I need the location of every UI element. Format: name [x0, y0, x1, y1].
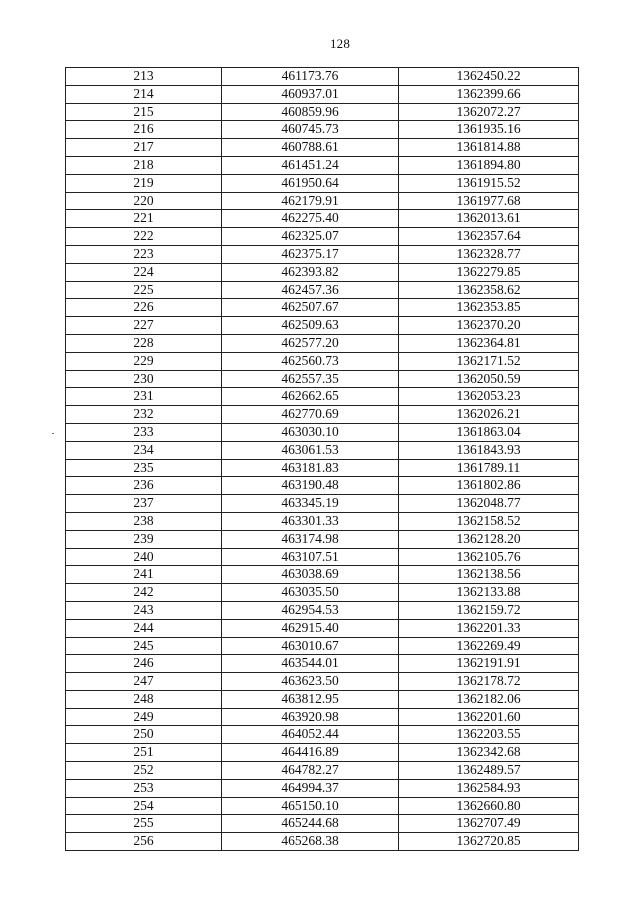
x-coordinate-cell: 463174.98 — [222, 530, 399, 548]
point-number-cell: 213 — [66, 68, 222, 86]
y-coordinate-cell: 1362133.88 — [399, 584, 579, 602]
x-coordinate-cell: 463920.98 — [222, 708, 399, 726]
point-number-cell: 235 — [66, 459, 222, 477]
y-coordinate-cell: 1362013.61 — [399, 210, 579, 228]
table-row — [66, 833, 579, 851]
x-coordinate-cell: 465150.10 — [222, 797, 399, 815]
x-coordinate-cell: 462954.53 — [222, 601, 399, 619]
table-row — [66, 139, 579, 157]
point-number-cell: 234 — [66, 441, 222, 459]
y-coordinate-cell: 1362105.76 — [399, 548, 579, 566]
y-coordinate-cell: 1362358.62 — [399, 281, 579, 299]
table-row — [66, 68, 579, 86]
table-row — [66, 103, 579, 121]
table-row — [66, 281, 579, 299]
point-number-cell: 232 — [66, 406, 222, 424]
y-coordinate-cell: 1361843.93 — [399, 441, 579, 459]
table-row — [66, 726, 579, 744]
x-coordinate-cell: 463035.50 — [222, 584, 399, 602]
x-coordinate-cell: 463301.33 — [222, 512, 399, 530]
point-number-cell: 214 — [66, 85, 222, 103]
table-row — [66, 441, 579, 459]
point-number-cell: 240 — [66, 548, 222, 566]
x-coordinate-cell: 463038.69 — [222, 566, 399, 584]
x-coordinate-cell: 462393.82 — [222, 263, 399, 281]
x-coordinate-cell: 462457.36 — [222, 281, 399, 299]
point-number-cell: 247 — [66, 673, 222, 691]
table-row — [66, 459, 579, 477]
point-number-cell: 251 — [66, 744, 222, 762]
point-number-cell: 241 — [66, 566, 222, 584]
table-row — [66, 779, 579, 797]
x-coordinate-cell: 461950.64 — [222, 174, 399, 192]
table-row — [66, 655, 579, 673]
table-row — [66, 299, 579, 317]
x-coordinate-cell: 462557.35 — [222, 370, 399, 388]
y-coordinate-cell: 1362269.49 — [399, 637, 579, 655]
x-coordinate-cell: 462325.07 — [222, 228, 399, 246]
y-coordinate-cell: 1362342.68 — [399, 744, 579, 762]
point-number-cell: 225 — [66, 281, 222, 299]
point-number-cell: 226 — [66, 299, 222, 317]
table-row — [66, 815, 579, 833]
table-row — [66, 637, 579, 655]
point-number-cell: 233 — [66, 423, 222, 441]
point-number-cell: 245 — [66, 637, 222, 655]
x-coordinate-cell: 460859.96 — [222, 103, 399, 121]
table-row — [66, 512, 579, 530]
table-row — [66, 744, 579, 762]
y-coordinate-cell: 1362370.20 — [399, 317, 579, 335]
x-coordinate-cell: 462560.73 — [222, 352, 399, 370]
point-number-cell: 254 — [66, 797, 222, 815]
y-coordinate-cell: 1362053.23 — [399, 388, 579, 406]
point-number-cell: 223 — [66, 245, 222, 263]
y-coordinate-cell: 1361894.80 — [399, 156, 579, 174]
point-number-cell: 246 — [66, 655, 222, 673]
point-number-cell: 252 — [66, 762, 222, 780]
y-coordinate-cell: 1362203.55 — [399, 726, 579, 744]
x-coordinate-cell: 460788.61 — [222, 139, 399, 157]
point-number-cell: 218 — [66, 156, 222, 174]
x-coordinate-cell: 460937.01 — [222, 85, 399, 103]
point-number-cell: 242 — [66, 584, 222, 602]
y-coordinate-cell: 1362489.57 — [399, 762, 579, 780]
point-number-cell: 215 — [66, 103, 222, 121]
coordinate-table — [65, 67, 579, 851]
table-row — [66, 797, 579, 815]
point-number-cell: 236 — [66, 477, 222, 495]
point-number-cell: 228 — [66, 334, 222, 352]
table-row — [66, 352, 579, 370]
x-coordinate-cell: 462179.91 — [222, 192, 399, 210]
table-row — [66, 530, 579, 548]
table-row — [66, 174, 579, 192]
x-coordinate-cell: 463812.95 — [222, 690, 399, 708]
x-coordinate-cell: 462507.67 — [222, 299, 399, 317]
x-coordinate-cell: 463623.50 — [222, 673, 399, 691]
x-coordinate-cell: 462577.20 — [222, 334, 399, 352]
x-coordinate-cell: 465268.38 — [222, 833, 399, 851]
point-number-cell: 217 — [66, 139, 222, 157]
x-coordinate-cell: 463544.01 — [222, 655, 399, 673]
table-row — [66, 548, 579, 566]
table-row — [66, 708, 579, 726]
y-coordinate-cell: 1362171.52 — [399, 352, 579, 370]
x-coordinate-cell: 462275.40 — [222, 210, 399, 228]
y-coordinate-cell: 1362048.77 — [399, 495, 579, 513]
x-coordinate-cell: 462770.69 — [222, 406, 399, 424]
x-coordinate-cell: 463010.67 — [222, 637, 399, 655]
x-coordinate-cell: 461451.24 — [222, 156, 399, 174]
x-coordinate-cell: 464994.37 — [222, 779, 399, 797]
y-coordinate-cell: 1362138.56 — [399, 566, 579, 584]
y-coordinate-cell: 1362158.52 — [399, 512, 579, 530]
y-coordinate-cell: 1362178.72 — [399, 673, 579, 691]
point-number-cell: 243 — [66, 601, 222, 619]
table-row — [66, 762, 579, 780]
point-number-cell: 248 — [66, 690, 222, 708]
point-number-cell: 249 — [66, 708, 222, 726]
y-coordinate-cell: 1362026.21 — [399, 406, 579, 424]
y-coordinate-cell: 1362660.80 — [399, 797, 579, 815]
y-coordinate-cell: 1362159.72 — [399, 601, 579, 619]
y-coordinate-cell: 1362182.06 — [399, 690, 579, 708]
table-row — [66, 495, 579, 513]
x-coordinate-cell: 463345.19 — [222, 495, 399, 513]
point-number-cell: 238 — [66, 512, 222, 530]
point-number-cell: 224 — [66, 263, 222, 281]
x-coordinate-cell: 462375.17 — [222, 245, 399, 263]
y-coordinate-cell: 1362720.85 — [399, 833, 579, 851]
table-row — [66, 388, 579, 406]
point-number-cell: 220 — [66, 192, 222, 210]
table-row — [66, 85, 579, 103]
point-number-cell: 255 — [66, 815, 222, 833]
x-coordinate-cell: 463190.48 — [222, 477, 399, 495]
point-number-cell: 231 — [66, 388, 222, 406]
y-coordinate-cell: 1362357.64 — [399, 228, 579, 246]
point-number-cell: 253 — [66, 779, 222, 797]
page-number: 128 — [329, 36, 351, 51]
x-coordinate-cell: 463107.51 — [222, 548, 399, 566]
y-coordinate-cell: 1362201.33 — [399, 619, 579, 637]
y-coordinate-cell: 1361789.11 — [399, 459, 579, 477]
y-coordinate-cell: 1362072.27 — [399, 103, 579, 121]
table-row — [66, 690, 579, 708]
table-row — [66, 423, 579, 441]
point-number-cell: 230 — [66, 370, 222, 388]
x-coordinate-cell: 464782.27 — [222, 762, 399, 780]
point-number-cell: 239 — [66, 530, 222, 548]
x-coordinate-cell: 462915.40 — [222, 619, 399, 637]
y-coordinate-cell: 1362450.22 — [399, 68, 579, 86]
table-row — [66, 566, 579, 584]
table-row — [66, 228, 579, 246]
table-row — [66, 619, 579, 637]
point-number-cell: 219 — [66, 174, 222, 192]
y-coordinate-cell: 1361935.16 — [399, 121, 579, 139]
point-number-cell: 256 — [66, 833, 222, 851]
x-coordinate-cell: 463061.53 — [222, 441, 399, 459]
y-coordinate-cell: 1362128.20 — [399, 530, 579, 548]
y-coordinate-cell: 1362191.91 — [399, 655, 579, 673]
point-number-cell: 237 — [66, 495, 222, 513]
point-number-cell: 227 — [66, 317, 222, 335]
y-coordinate-cell: 1362353.85 — [399, 299, 579, 317]
scan-mark — [52, 433, 54, 434]
table-row — [66, 121, 579, 139]
x-coordinate-cell: 464416.89 — [222, 744, 399, 762]
y-coordinate-cell: 1361977.68 — [399, 192, 579, 210]
table-row — [66, 192, 579, 210]
table-row — [66, 584, 579, 602]
table-row — [66, 601, 579, 619]
table-row — [66, 334, 579, 352]
y-coordinate-cell: 1362279.85 — [399, 263, 579, 281]
table-row — [66, 370, 579, 388]
table-row — [66, 673, 579, 691]
point-number-cell: 221 — [66, 210, 222, 228]
x-coordinate-cell: 464052.44 — [222, 726, 399, 744]
point-number-cell: 222 — [66, 228, 222, 246]
y-coordinate-cell: 1361915.52 — [399, 174, 579, 192]
y-coordinate-cell: 1361863.04 — [399, 423, 579, 441]
table-row — [66, 245, 579, 263]
x-coordinate-cell: 462509.63 — [222, 317, 399, 335]
point-number-cell: 244 — [66, 619, 222, 637]
point-number-cell: 229 — [66, 352, 222, 370]
coordinate-table-body — [66, 68, 579, 851]
x-coordinate-cell: 462662.65 — [222, 388, 399, 406]
table-row — [66, 406, 579, 424]
y-coordinate-cell: 1362399.66 — [399, 85, 579, 103]
y-coordinate-cell: 1362364.81 — [399, 334, 579, 352]
table-row — [66, 263, 579, 281]
y-coordinate-cell: 1362328.77 — [399, 245, 579, 263]
x-coordinate-cell: 463030.10 — [222, 423, 399, 441]
x-coordinate-cell: 460745.73 — [222, 121, 399, 139]
x-coordinate-cell: 461173.76 — [222, 68, 399, 86]
y-coordinate-cell: 1362707.49 — [399, 815, 579, 833]
table-row — [66, 210, 579, 228]
y-coordinate-cell: 1362584.93 — [399, 779, 579, 797]
point-number-cell: 250 — [66, 726, 222, 744]
y-coordinate-cell: 1361814.88 — [399, 139, 579, 157]
table-row — [66, 156, 579, 174]
y-coordinate-cell: 1362201.60 — [399, 708, 579, 726]
y-coordinate-cell: 1361802.86 — [399, 477, 579, 495]
table-row — [66, 317, 579, 335]
table-row — [66, 477, 579, 495]
y-coordinate-cell: 1362050.59 — [399, 370, 579, 388]
x-coordinate-cell: 465244.68 — [222, 815, 399, 833]
x-coordinate-cell: 463181.83 — [222, 459, 399, 477]
point-number-cell: 216 — [66, 121, 222, 139]
